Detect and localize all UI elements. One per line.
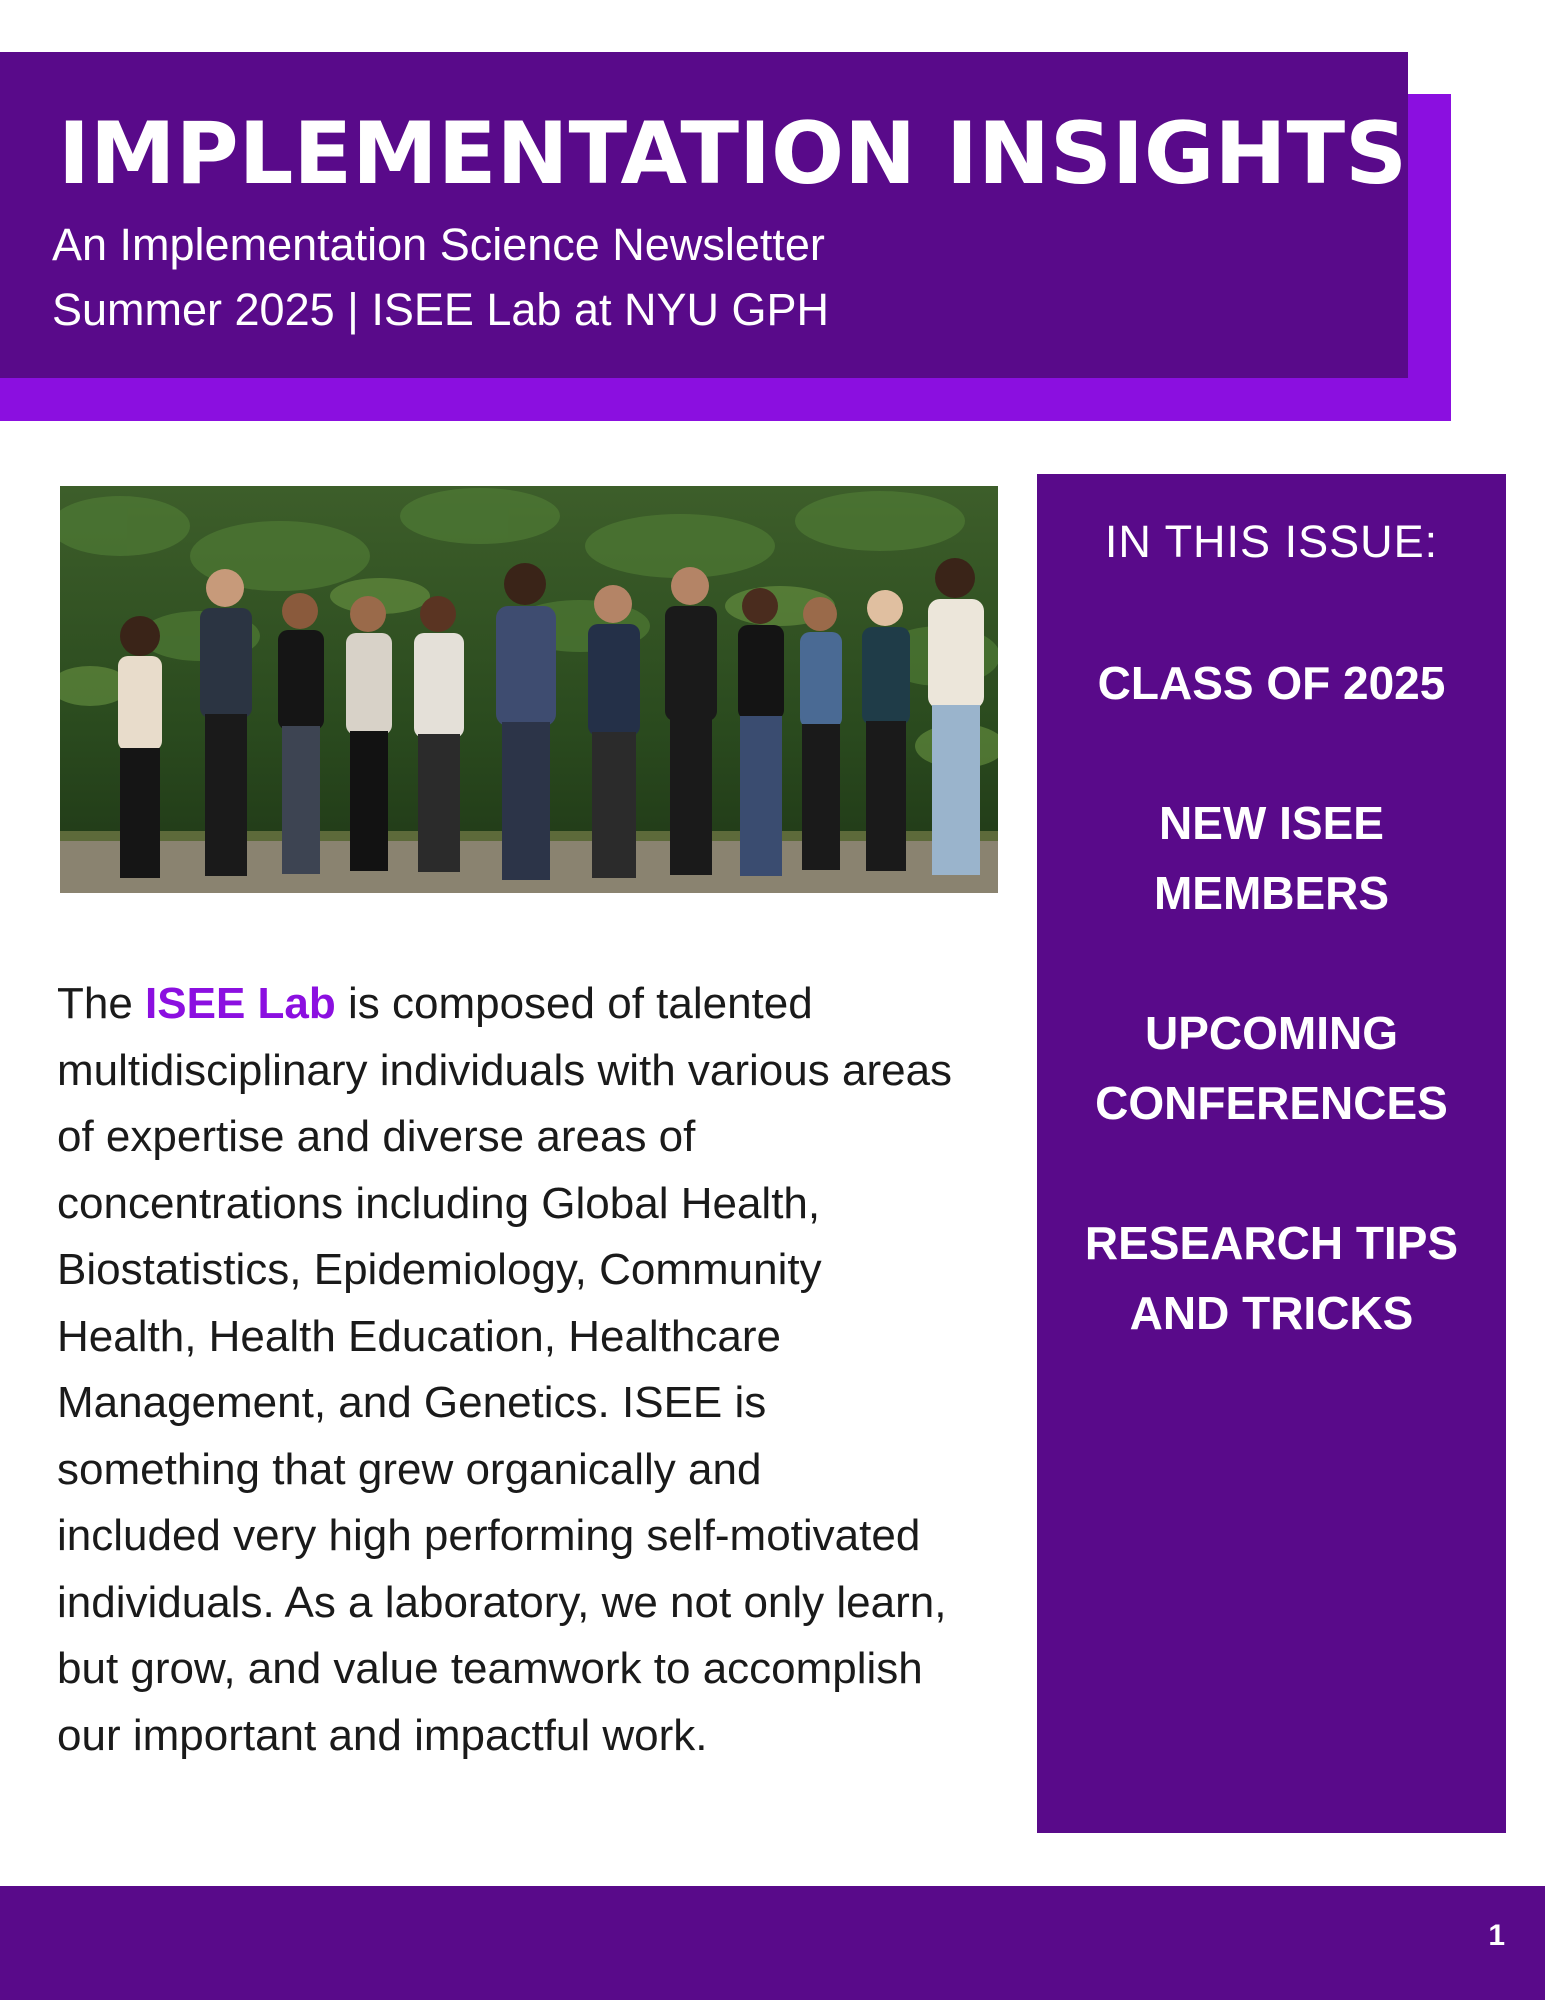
toc-item-line: RESEARCH TIPS: [1084, 1217, 1459, 1269]
page-number: 1: [1488, 1919, 1505, 1952]
newsletter-title: IMPLEMENTATION INSIGHTS: [58, 104, 1408, 204]
intro-line: Biostatistics, Epidemiology, Community: [57, 1245, 822, 1294]
intro-line: concentrations including Global Health,: [57, 1178, 821, 1228]
isee-lab-highlight: ISEE Lab: [145, 979, 336, 1028]
toc-item-upcoming-conferences: [1037, 998, 1506, 1138]
footer-bar: [0, 1886, 1545, 2000]
intro-suffix: is composed of talented: [335, 979, 813, 1028]
toc-item-line: AND TRICKS: [1129, 1287, 1414, 1339]
toc-item-line: CLASS OF 2025: [1097, 657, 1446, 709]
toc-item-line: CONFERENCES: [1095, 1077, 1448, 1129]
toc-item-class-of-2025: [1037, 648, 1506, 718]
intro-line: but grow, and value teamwork to accomplish: [57, 1644, 923, 1693]
intro-paragraph: [57, 971, 1017, 1769]
toc-item-new-members: [1037, 788, 1506, 928]
intro-line: [57, 971, 1017, 1038]
toc-item-line: UPCOMING: [1145, 1007, 1398, 1059]
toc-item-research-tips: [1037, 1208, 1506, 1348]
intro-line: something that grew organically and: [57, 1444, 762, 1494]
intro-line: included very high performing self-motivated: [57, 1511, 921, 1560]
intro-line: multidisciplinary individuals with various areas: [57, 1045, 953, 1095]
intro-line: Management, and Genetics. ISEE is: [57, 1378, 767, 1427]
in-this-issue-sidebar: [1037, 474, 1506, 1833]
newsletter-subtitle: An Implementation Science Newsletter: [52, 219, 825, 270]
intro-line: Health, Health Education, Healthcare: [57, 1311, 781, 1361]
intro-prefix: The: [57, 979, 146, 1028]
in-this-issue-heading: IN THIS ISSUE:: [1104, 516, 1439, 567]
toc-item-line: NEW ISEE: [1159, 797, 1384, 849]
toc-item-line: MEMBERS: [1153, 867, 1390, 919]
issue-date-line: Summer 2025 | ISEE Lab at NYU GPH: [52, 284, 830, 335]
intro-line: individuals. As a laboratory, we not only learn,: [57, 1577, 947, 1627]
intro-line: of expertise and diverse areas of: [57, 1112, 696, 1161]
intro-line: our important and impactful work.: [57, 1710, 708, 1760]
group-photo: [60, 486, 998, 893]
